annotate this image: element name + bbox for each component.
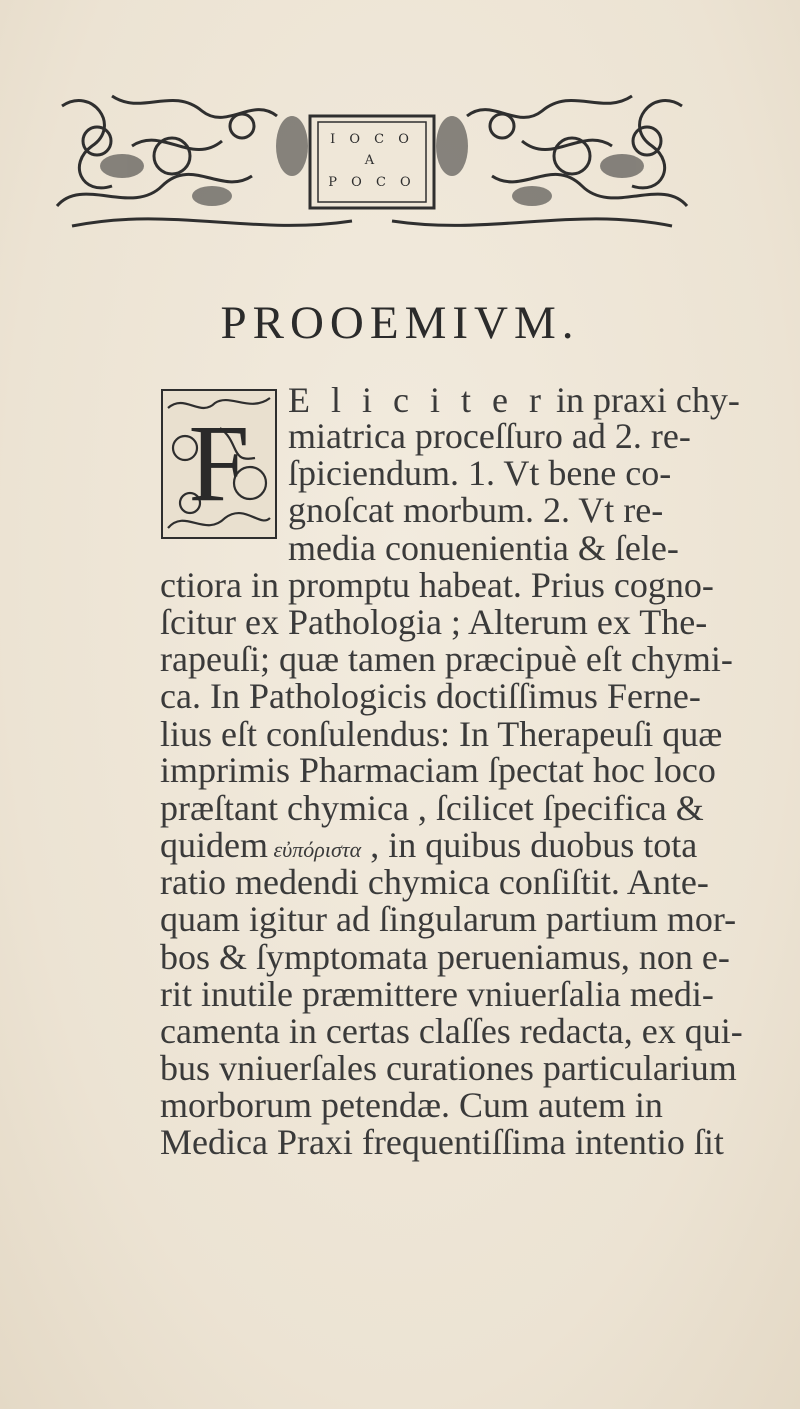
text-line: [160, 976, 714, 1012]
text-line: [160, 939, 730, 975]
text-line: [160, 1087, 663, 1123]
line-text: ratio medendi chymica conſiſtit. Ante-: [160, 862, 709, 902]
line-text: quam igitur ad ſingularum partium mor-: [160, 899, 737, 939]
line-text: media conuenientia & ſele-: [288, 528, 679, 568]
text-line: [160, 790, 704, 826]
cartouche-line-2: A: [364, 153, 380, 168]
ornamental-headpiece: [52, 86, 692, 236]
cartouche-line-1: I O C O: [330, 132, 414, 147]
initial-letter: F: [188, 402, 250, 524]
line-text: quidem: [160, 825, 268, 865]
line-text: ſpiciendum. 1. Vt bene co-: [288, 453, 672, 493]
text-line: [160, 827, 697, 863]
text-line: [160, 864, 709, 900]
line-text: miatrica proceſſuro ad 2. re-: [288, 416, 691, 456]
line-text: camenta in certas claſſes redacta, ex qui-: [160, 1011, 743, 1051]
text-line: [288, 492, 663, 528]
decorated-initial-letter: [160, 388, 278, 540]
text-line: [288, 455, 671, 491]
line-text: rit inutile præmittere vniuerſalia medi-: [160, 974, 714, 1014]
cartouche-line-3: P O C O: [328, 175, 416, 190]
page-title: PROOEMIVM.: [220, 297, 580, 349]
text-line: [160, 678, 701, 714]
text-line: [160, 1013, 743, 1049]
line-text: præſtant chymica , ſcilicet ſpecifica &: [160, 788, 704, 828]
text-line: [288, 418, 691, 454]
text-line: [160, 752, 716, 788]
text-line: [288, 382, 740, 418]
text-line: [160, 567, 714, 603]
line-text: in praxi chy-: [546, 380, 740, 420]
text-line: [160, 1124, 724, 1160]
text-line: [160, 716, 722, 752]
opening-word: E l i c i t e r: [288, 380, 547, 420]
line-text: rapeuſi; quæ tamen præcipuè eſt chymi-: [160, 639, 733, 679]
line-text: morborum petendæ. Cum autem in: [160, 1085, 663, 1125]
text-line: [160, 604, 707, 640]
line-text: lius eſt conſulendus: In Therapeuſi quæ: [160, 714, 723, 754]
line-text: Medica Praxi frequentiſſima intentio ſit: [160, 1122, 724, 1162]
line-text: ctiora in promptu habeat. Prius cogno-: [160, 565, 714, 605]
line-text: gnoſcat morbum. 2. Vt re-: [288, 490, 664, 530]
greek-word: εὐπόριστα: [267, 837, 362, 862]
line-text: imprimis Pharmaciam ſpectat hoc loco: [160, 750, 716, 790]
line-text: bos & ſymptomata perueniamus, non e-: [160, 937, 730, 977]
line-text: ca. In Pathologicis doctiſſimus Ferne-: [160, 676, 701, 716]
text-line: [288, 530, 679, 566]
text-line: [160, 641, 733, 677]
line-text: bus vniuerſales curationes particularium: [160, 1048, 737, 1088]
text-line: [160, 1050, 737, 1086]
line-text-tail: , in quibus duobus tota: [361, 825, 698, 865]
line-text: ſcitur ex Pathologia ; Alterum ex The-: [160, 602, 708, 642]
text-line: [160, 901, 736, 937]
